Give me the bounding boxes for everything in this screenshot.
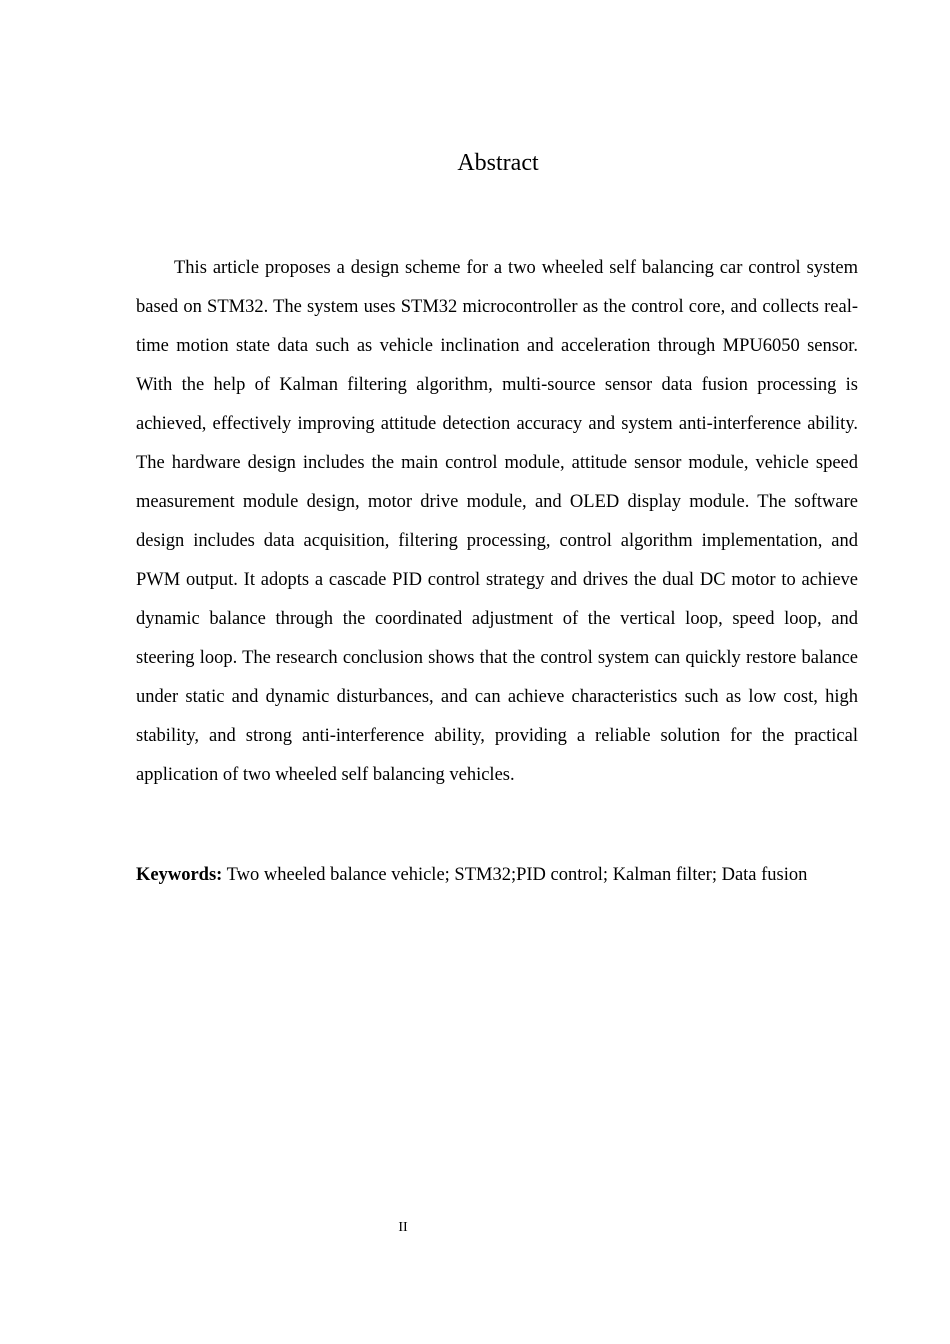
keywords-line — [136, 859, 896, 891]
keywords-label: Keywords: — [136, 865, 223, 885]
keywords-text: Two wheeled balance vehicle; STM32;PID control; Kalman filter; Data fusion — [226, 865, 808, 885]
abstract-paragraph: This article proposes a design scheme for a two wheeled self balancing car control system based on STM32. The system uses STM32 microcontroller as the control core, and collects real-time motion state data such as vehicle inclination and acceleration through MPU6050 sensor. With the help of Kalman filtering algorithm, multi-source sensor data fusion processing is achieved, effectively improving attitude detection accuracy and system anti-interference ability. The hardware design includes the main control module, attitude sensor module, vehicle speed measurement module design, motor drive module, and OLED display module. The software design includes data acquisition, filtering processing, control algorithm implementation, and PWM output. It adopts a cascade PID control strategy and drives the dual DC motor to achieve dynamic balance through the coordinated adjustment of the vertical loop, speed loop, and steering loop. The research conclusion shows that the control system can quickly restore balance under static and dynamic disturbances, and can achieve characteristics such as low cost, high stability, and strong anti-interference ability, providing a reliable solution for the practical application of two wheeled self balancing vehicles. — [136, 258, 858, 785]
page-title: Abstract — [457, 150, 539, 176]
page-number: II — [398, 1220, 408, 1235]
